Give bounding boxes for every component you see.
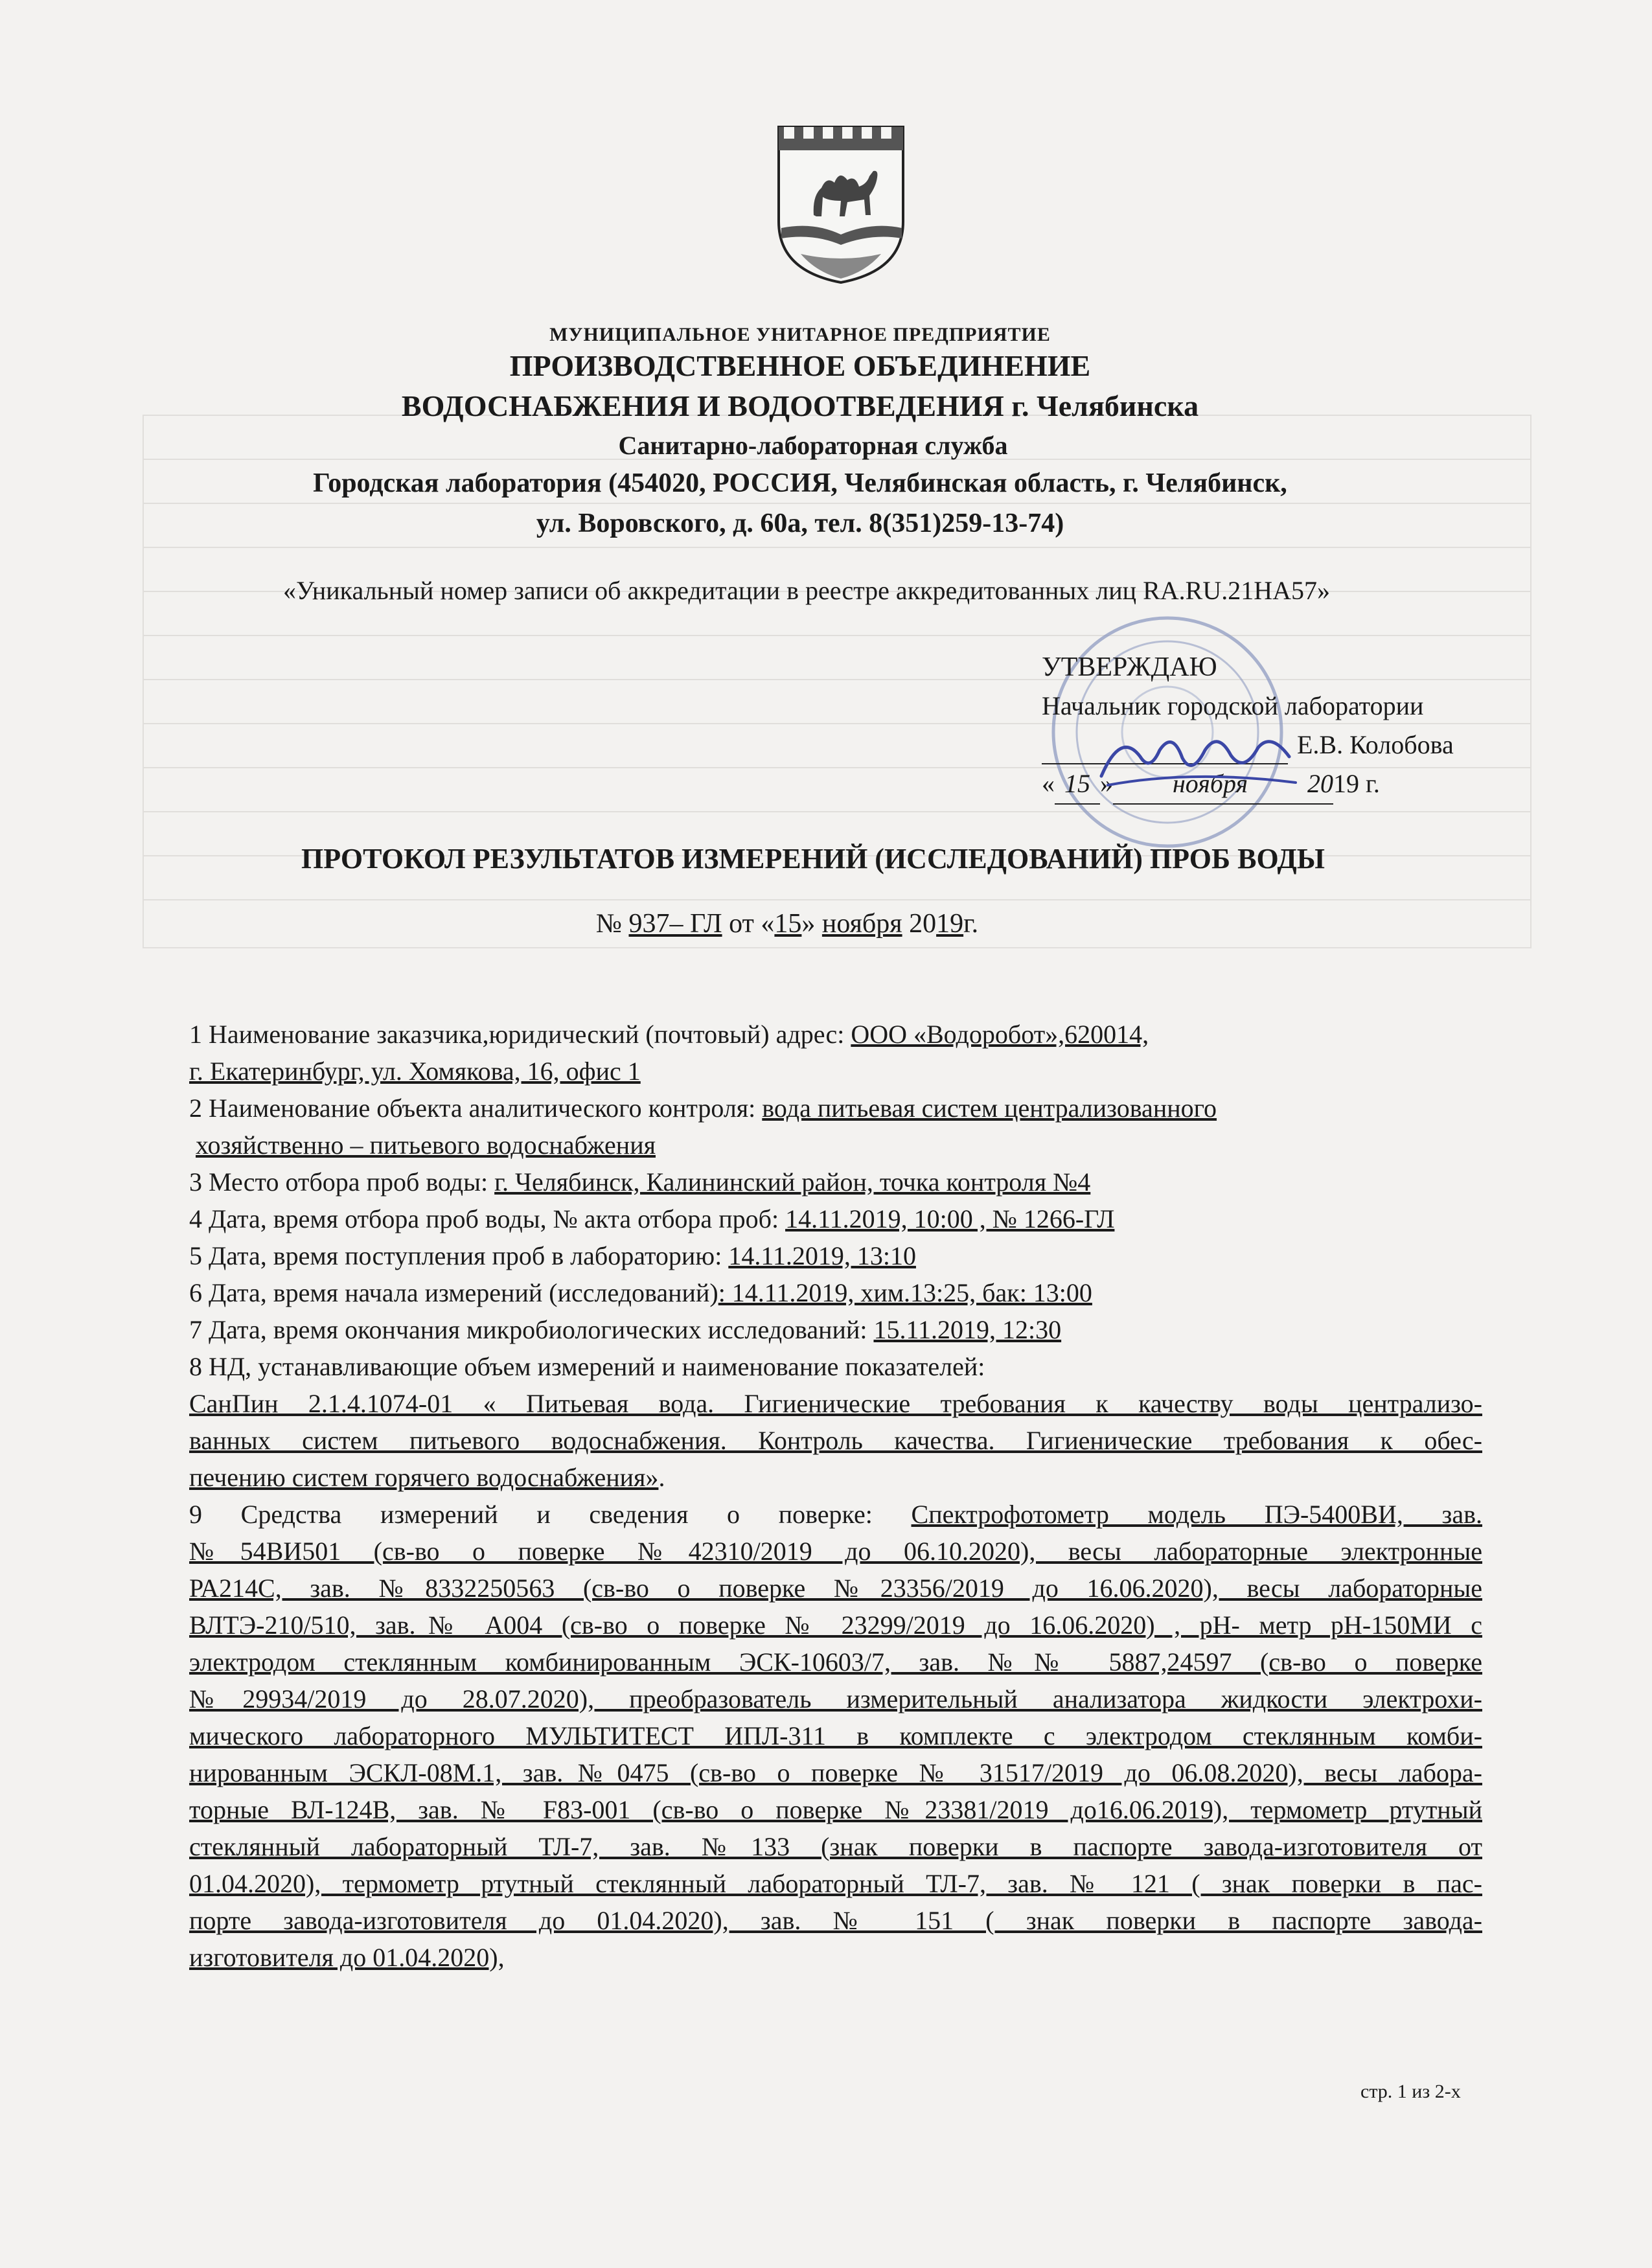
item-9-line9: торные ВЛ-124В, зав. № F83-001 (св-во о поверке №23381/2019 до16.06.2019), термометр ртутный — [189, 1795, 1482, 1824]
item-8-value-line1: СанПин 2.1.4.1074-01 « Питьевая вода. Гигиенические требования к качеству воды централизо- — [189, 1389, 1482, 1418]
approval-day: 15 — [1055, 764, 1100, 805]
item-9-line7: мического лабораторного МУЛЬТИТЕСТ ИПЛ-311 в комплекте с электродом стеклянным комби- — [189, 1721, 1482, 1750]
item-9-line12: порте завода-изготовителя до 01.04.2020), зав. № 151 ( знак поверки в паспорте завода- — [189, 1906, 1482, 1935]
item-4: 4 Дата, время отбора проб воды, № акта отбора проб: 14.11.2019, 10:00 , № 1266-ГЛ — [189, 1204, 1115, 1233]
item-2: 2 Наименование объекта аналитического контроля: вода питьевая систем централизованного — [189, 1094, 1217, 1123]
protocol-number: 937– ГЛ — [628, 909, 722, 939]
organization-name-line1: ПРОИЗВОДСТВЕННОЕ ОБЪЕДИНЕНИЕ — [509, 349, 1091, 382]
item-5: 5 Дата, время поступления проб в лабораторию: 14.11.2019, 13:10 — [189, 1241, 916, 1270]
item-9-line8: нированным ЭСКЛ-08М.1, зав.№0475 (св-во о поверке № 31517/2019 до 06.08.2020), весы лабора- — [189, 1758, 1482, 1787]
item-7: 7 Дата, время окончания микробиологических исследований: 15.11.2019, 12:30 — [189, 1315, 1062, 1344]
item-9: 9 Средства измерений и сведения о поверке: Спектрофотометр модель ПЭ-5400ВИ, зав. — [189, 1500, 1482, 1529]
handwritten-signature — [1095, 718, 1302, 802]
approval-title: УТВЕРЖДАЮ — [1042, 652, 1217, 682]
protocol-month: ноября — [821, 909, 902, 939]
approval-position: Начальник городской лаборатории — [1042, 691, 1424, 720]
item-1-continued: г. Екатеринбург, ул. Хомякова, 16, офис 1 — [189, 1057, 641, 1086]
item-1: 1 Наименование заказчика,юридический (почтовый) адрес: ООО «Водоробот»,620014, — [189, 1020, 1149, 1049]
item-9-line6: №29934/2019 до 28.07.2020), преобразователь измерительный анализатора жидкости электрохи- — [189, 1684, 1482, 1713]
enterprise-type: МУНИЦИПАЛЬНОЕ УНИТАРНОЕ ПРЕДПРИЯТИЕ — [549, 324, 1051, 345]
protocol-number-line: № 937– ГЛ от «15» ноября 2019г. — [595, 909, 979, 939]
item-9-line13: изготовителя до 01.04.2020), — [189, 1943, 505, 1972]
lab-address-line2: ул. Воровского, д. 60а, тел. 8(351)259-13-74) — [536, 509, 1064, 538]
item-9-line4: ВЛТЭ-210/510, зав.№ А004 (св-во о поверке № 23299/2019 до 16.06.2020) , рН- метр рН-150МИ с — [189, 1610, 1482, 1640]
item-8: 8 НД, устанавливающие объем измерений и наименование показателей: — [189, 1352, 985, 1381]
chelyabinsk-emblem-icon — [775, 124, 907, 284]
item-3: 3 Место отбора проб воды: г. Челябинск, Калининский район, точка контроля №4 — [189, 1167, 1091, 1197]
approval-date: « 15 » ноября 2019 г. — [1042, 764, 1560, 805]
item-9-line2: №54ВИ501 (св-во о поверке №42310/2019 до 06.10.2020), весы лабораторные электронные — [189, 1537, 1482, 1566]
item-9-line11: 01.04.2020), термометр ртутный стеклянный лабораторный ТЛ-7, зав. № 121 ( знак поверки в пас- — [189, 1869, 1482, 1898]
item-9-line10: стеклянный лабораторный ТЛ-7, зав. №133 (знак поверки в паспорте завода-изготовителя от — [189, 1832, 1482, 1861]
protocol-title: ПРОТОКОЛ РЕЗУЛЬТАТОВ ИЗМЕРЕНИЙ (ИССЛЕДОВАНИЙ) ПРОБ ВОДЫ — [301, 843, 1325, 875]
item-2-continued: хозяйственно – питьевого водоснабжения — [196, 1130, 656, 1160]
approver-name: Е.В. Колобова — [1297, 730, 1454, 759]
lab-address-line1: Городская лаборатория (454020, РОССИЯ, Челябинская область, г. Челябинск, — [313, 468, 1287, 498]
service-name: Санитарно-лабораторная служба — [618, 431, 1008, 460]
item-9-line3: РА214С, зав. №8332250563 (св-во о поверке №23356/2019 до 16.06.2020), весы лабораторные — [189, 1574, 1482, 1603]
item-8-value-line3: печению систем горячего водоснабжения». — [189, 1463, 665, 1492]
item-8-value-line2: ванных систем питьевого водоснабжения. Контроль качества. Гигиенические требования к обес- — [189, 1426, 1482, 1455]
organization-name-line2: ВОДОСНАБЖЕНИЯ И ВОДООТВЕДЕНИЯ г. Челябинска — [401, 389, 1199, 422]
item-9-line5: электродом стеклянным комбинированным ЭСК-10603/7, зав. №№ 5887,24597 (св-во о поверке — [189, 1647, 1482, 1677]
protocol-day: 15 — [774, 909, 802, 939]
page-number: стр. 1 из 2-х — [1360, 2081, 1461, 2102]
accreditation-number: «Уникальный номер записи об аккредитации в реестре аккредитованных лиц RA.RU.21НА57» — [283, 576, 1330, 605]
item-6: 6 Дата, время начала измерений (исследований): 14.11.2019, хим.13:25, бак: 13:00 — [189, 1278, 1092, 1307]
protocol-year: 19 — [936, 909, 964, 939]
approval-month: ноября — [1113, 764, 1307, 805]
protocol-body — [189, 1016, 1482, 1976]
